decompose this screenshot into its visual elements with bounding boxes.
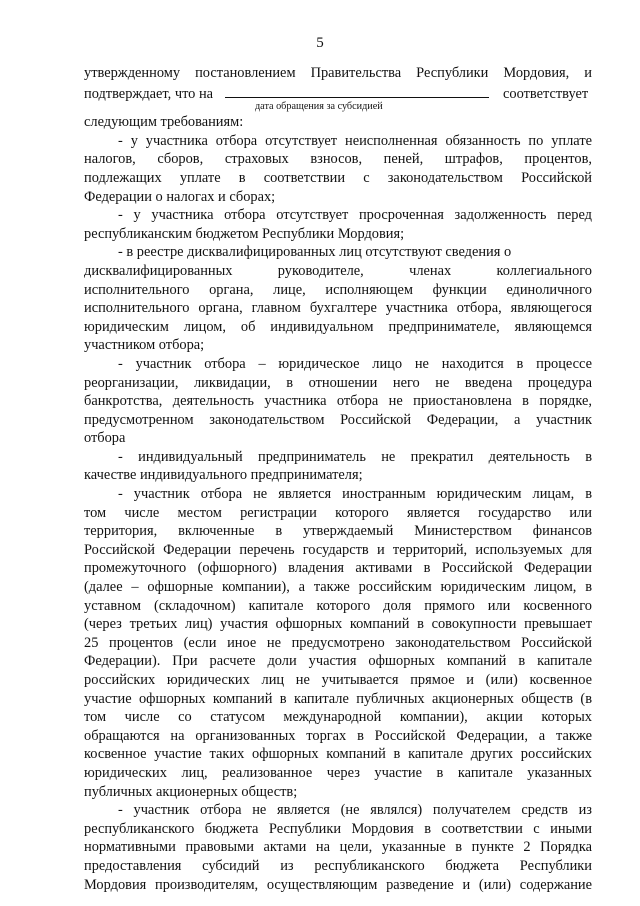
- text-line: - индивидуальный предприниматель не прекратил деятельность в: [118, 448, 592, 465]
- text-line: Федерации). При расчете доли участия офшорных компаний в капитале: [84, 653, 592, 670]
- text-line: Российской Федерации перечень государств и территорий, используемых для: [84, 541, 592, 558]
- text-line: косвенное участие таких офшорных компаний в капитале других российских: [84, 746, 592, 763]
- text-line: нормативными правовыми актами на цели, указанные в пункте 2 Порядка: [84, 839, 592, 856]
- text-line: российских юридических лиц не учитывается прямое и (или) косвенное: [84, 672, 592, 688]
- text-line: республиканского бюджета Республики Мордовия в соответствии с иными: [84, 820, 592, 837]
- blank-caption: дата обращения за субсидией: [255, 101, 383, 113]
- text-line: участие офшорных компаний в капитале публичных акционерных обществ (в: [84, 690, 592, 707]
- text-line: - у участника отбора отсутствует просроченная задолженность перед: [118, 207, 592, 224]
- text-line: исполнительного органа, главном бухгалтере участника отбора, являющегося: [84, 300, 592, 317]
- text-line: утвержденному постановлением Правительства Республики Мордовия, и: [84, 65, 592, 81]
- text-line: исполнительного органа, лице, исполняющем функции единоличного: [84, 281, 592, 298]
- text-line: отбора: [84, 430, 126, 447]
- page-number: 5: [316, 35, 324, 51]
- text-line: - участник отбора не является (не являлся) получателем средств из: [118, 802, 592, 819]
- date-blank-line: [84, 83, 592, 102]
- text-line: промежуточного (офшорного) владения активами в Российской Федерации: [84, 560, 592, 577]
- text-line: территория, включенные в утверждаемый Министерством финансов: [84, 523, 592, 540]
- date-blank-field: [225, 83, 489, 98]
- text-line: - участник отбора не является иностранным юридическим лицам, в: [118, 486, 592, 503]
- text-line: республиканским бюджетом Республики Мордовия;: [84, 225, 405, 242]
- text-line: качестве индивидуального предпринимателя;: [84, 467, 363, 484]
- text-line: уставном (складочном) капитале которого доля прямого или косвенного: [84, 597, 592, 614]
- text-line: реорганизации, ликвидации, в отношении него не введена процедура: [84, 374, 592, 391]
- text-line: том числе со статусом международной компании), акции которых: [84, 709, 592, 726]
- text-line: Мордовия производителям, осуществляющим разведение и (или) содержание: [84, 876, 592, 893]
- text-line: дисквалифицированных руководителе, членах коллегиального: [84, 262, 592, 279]
- text-fragment: подтверждает, что на: [84, 85, 214, 102]
- text-line: следующим требованиям:: [84, 114, 244, 131]
- text-line: (далее – офшорные компании), а также российским юридическим лицом, в: [84, 579, 592, 596]
- text-line: предусмотренном законодательством Российской Федерации, а участник: [84, 411, 592, 428]
- text-line: - участник отбора – юридическое лицо не находится в процессе: [118, 355, 592, 372]
- text-line: - у участника отбора отсутствует неисполненная обязанность по уплате: [118, 132, 592, 149]
- text-line: юридическим лицом, об индивидуальном предпринимателе, являющемся: [84, 318, 592, 335]
- text-line: юридических лиц, реализованное через участие в капитале указанных: [84, 764, 592, 781]
- text-line: - в реестре дисквалифицированных лиц отсутствуют сведения о: [118, 244, 512, 261]
- text-line: налогов, сборов, страховых взносов, пеней, штрафов, процентов,: [84, 151, 592, 168]
- text-line: (через третьих лиц) участия офшорных компаний в совокупности превышает: [84, 616, 592, 633]
- text-line: 25 процентов (если иное не предусмотрено законодательством Российской: [84, 634, 592, 651]
- text-line: публичных акционерных обществ;: [84, 783, 298, 800]
- document-body: [84, 64, 592, 894]
- text-line: предоставления субсидий из республиканского бюджета Республики: [84, 857, 592, 874]
- text-line: подлежащих уплате в соответствии с законодательством Российской: [84, 169, 592, 186]
- text-line: обращаются на организованных торгах в Российской Федерации, а также: [84, 727, 592, 744]
- text-line: том числе местом регистрации которого является государство или: [84, 504, 592, 521]
- text-line: Федерации о налогах и сборах;: [84, 188, 276, 205]
- text-line: банкротства, деятельность участника отбора не приостановлена в порядке,: [84, 393, 592, 410]
- text-fragment: соответствует: [503, 85, 589, 102]
- text-line: участником отбора;: [84, 337, 205, 354]
